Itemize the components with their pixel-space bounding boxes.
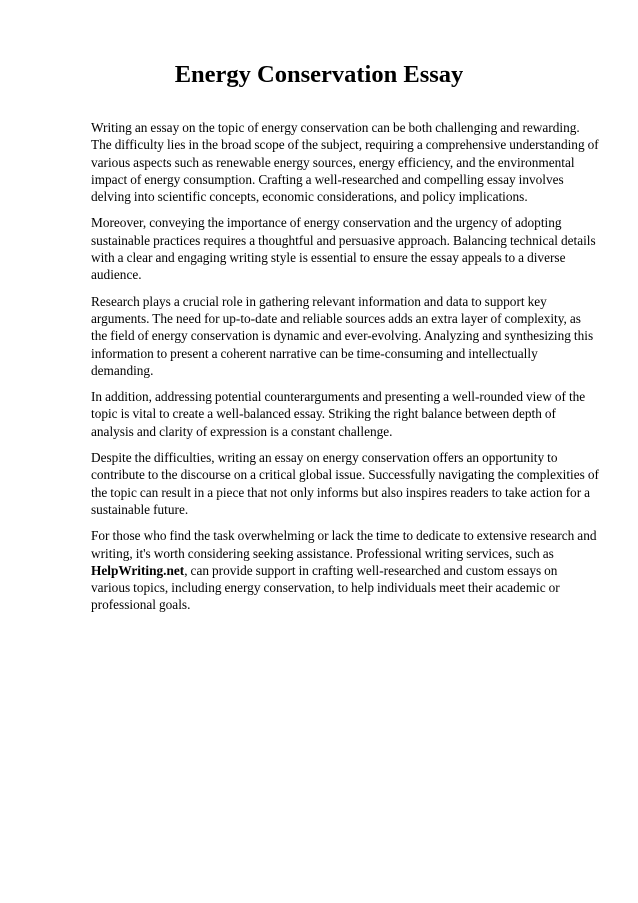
closing-text-after: , can provide support in crafting well-researched and custom essays on various topics, including energy conservation, to help individuals meet their academic or professional goals. <box>91 562 560 613</box>
paragraph-5: Despite the difficulties, writing an essay on energy conservation offers an opportunity to contribute to the discourse on a critical global issue. Successfully navigating the complexities of the topic can result in a piece that not only informs but also inspires readers to take action for a sustainable future. <box>91 450 599 517</box>
paragraph-4: In addition, addressing potential counterarguments and presenting a well-rounded view of the topic is vital to create a well-balanced essay. Striking the right balance between depth of analysis and clarity of expression is a constant challenge. <box>91 389 586 439</box>
paragraph-1: Writing an essay on the topic of energy conservation can be both challenging and rewarding. The difficulty lies in the broad scope of the subject, requiring a comprehensive understanding of various aspects such as renewable energy sources, energy efficiency, and the environmental impact of energy consumption. Crafting a well-researched and compelling essay involves delving into scientific concepts, economic considerations, and policy implications. <box>91 120 599 205</box>
paragraph-2: Moreover, conveying the importance of energy conservation and the urgency of adopting sustainable practices requires a thoughtful and persuasive approach. Balancing technical details with a clear and engaging writing style is essential to ensure the essay appeals to a diverse audience. <box>91 215 596 283</box>
document-title: Energy Conservation Essay <box>174 61 464 88</box>
document-body <box>91 119 599 623</box>
paragraph-6 <box>91 527 599 613</box>
closing-text-before: For those who find the task overwhelming or lack the time to dedicate to extensive research and writing, it's worth considering seeking assistance. Professional writing services, such as <box>91 528 597 561</box>
paragraph-3: Research plays a crucial role in gathering relevant information and data to support key arguments. The need for up-to-date and reliable sources adds an extra layer of complexity, as the field of energy conservation is dynamic and ever-evolving. Analyzing and synthesizing this information to present a coherent narrative can be time-consuming and intellectually demanding. <box>91 293 594 378</box>
service-brand-name: HelpWriting.net <box>91 562 185 578</box>
